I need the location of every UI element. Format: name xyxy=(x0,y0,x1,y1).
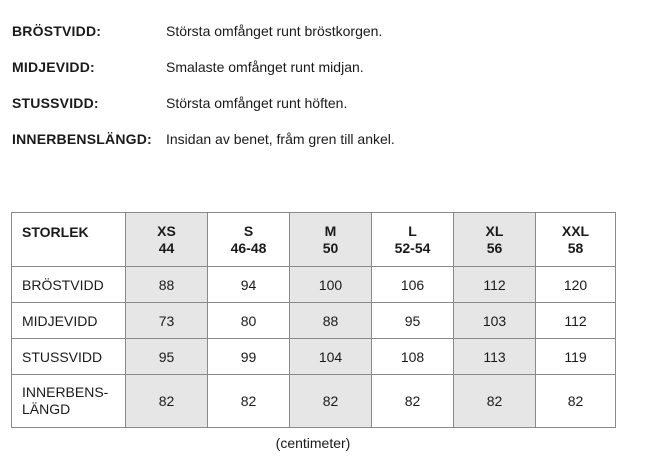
size-column-header xyxy=(372,213,454,267)
row-label: STUSSVIDD xyxy=(12,339,126,375)
table-row xyxy=(12,267,616,303)
table-cell: 82 xyxy=(290,375,372,428)
table-cell: 103 xyxy=(454,303,536,339)
table-header-row xyxy=(12,213,616,267)
definition-row xyxy=(12,94,632,130)
table-cell: 112 xyxy=(536,303,616,339)
header-corner: STORLEK xyxy=(12,213,126,267)
definition-description: Smalaste omfånget runt midjan. xyxy=(166,59,364,75)
size-column-header xyxy=(126,213,208,267)
size-number: 52-54 xyxy=(394,239,431,256)
definition-row xyxy=(12,130,632,166)
size-number: 58 xyxy=(567,239,584,256)
size-column-header xyxy=(536,213,616,267)
table-cell: 100 xyxy=(290,267,372,303)
table-row xyxy=(12,375,616,428)
table-cell: 73 xyxy=(126,303,208,339)
table-cell: 104 xyxy=(290,339,372,375)
size-label: XS xyxy=(157,222,176,239)
table-cell: 106 xyxy=(372,267,454,303)
row-label-line: LÄNGD xyxy=(22,401,71,417)
measurement-definitions xyxy=(12,22,632,166)
definition-term: BRÖSTVIDD: xyxy=(12,23,102,39)
table-cell: 88 xyxy=(290,303,372,339)
size-label: S xyxy=(243,222,254,239)
table-cell: 95 xyxy=(126,339,208,375)
table-cell: 82 xyxy=(454,375,536,428)
size-column-header xyxy=(290,213,372,267)
size-label: M xyxy=(324,222,337,239)
table-cell: 99 xyxy=(208,339,290,375)
definition-row xyxy=(12,58,632,94)
table-cell: 82 xyxy=(372,375,454,428)
size-label: XXL xyxy=(561,222,590,239)
size-label: L xyxy=(408,222,417,239)
size-number: 56 xyxy=(486,239,503,256)
table-cell: 88 xyxy=(126,267,208,303)
size-number: 50 xyxy=(322,239,339,256)
size-chart-table xyxy=(11,212,616,428)
size-column-header xyxy=(454,213,536,267)
row-label: MIDJEVIDD xyxy=(12,303,126,339)
definition-description: Största omfånget runt höften. xyxy=(166,95,348,111)
size-number: 46-48 xyxy=(230,239,267,256)
size-label: XL xyxy=(485,222,504,239)
row-label xyxy=(12,375,126,428)
table-cell: 94 xyxy=(208,267,290,303)
table-cell: 80 xyxy=(208,303,290,339)
table-row xyxy=(12,303,616,339)
table-cell: 120 xyxy=(536,267,616,303)
table-cell: 82 xyxy=(208,375,290,428)
table-row xyxy=(12,339,616,375)
definition-term: STUSSVIDD: xyxy=(12,95,99,111)
table-cell: 82 xyxy=(126,375,208,428)
size-number: 44 xyxy=(158,239,175,256)
definition-term: MIDJEVIDD: xyxy=(12,59,95,75)
definition-description: Största omfånget runt bröstkorgen. xyxy=(166,23,383,39)
size-column-header xyxy=(208,213,290,267)
table-cell: 82 xyxy=(536,375,616,428)
row-label-line: INNERBENS- xyxy=(22,384,109,400)
definition-row xyxy=(12,22,632,58)
table-cell: 113 xyxy=(454,339,536,375)
definition-description: Insidan av benet, fråm gren till ankel. xyxy=(166,131,395,147)
unit-caption: (centimeter) xyxy=(275,435,351,451)
row-label: BRÖSTVIDD xyxy=(12,267,126,303)
table-cell: 95 xyxy=(372,303,454,339)
table-cell: 112 xyxy=(454,267,536,303)
table-cell: 108 xyxy=(372,339,454,375)
definition-term: INNERBENSLÄNGD: xyxy=(12,131,152,147)
table-cell: 119 xyxy=(536,339,616,375)
